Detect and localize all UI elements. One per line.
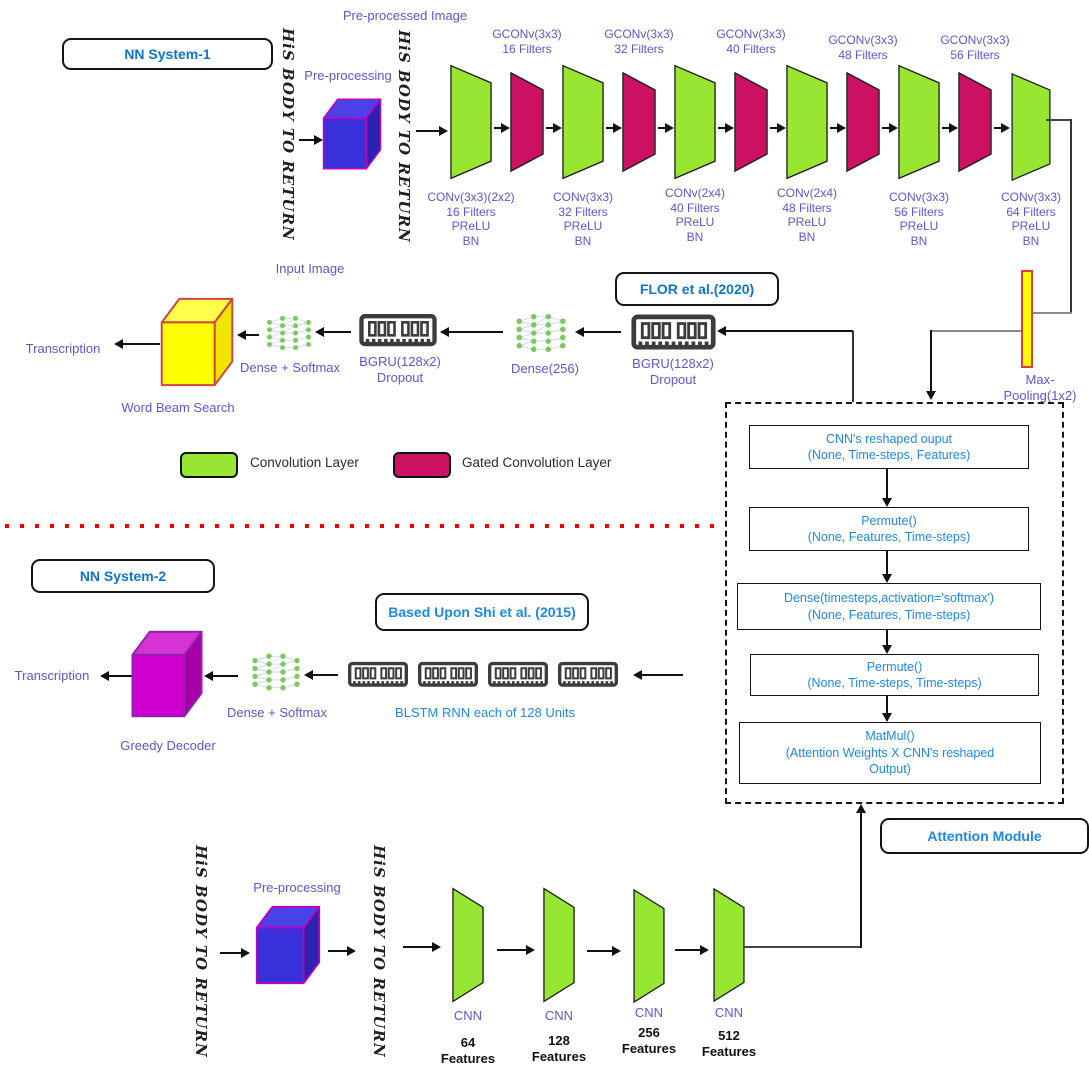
arrow	[725, 330, 853, 332]
gated-conv-layer	[622, 70, 656, 174]
attention-step-dense: Dense(timesteps,activation='softmax') (None, Features, Time-steps)	[737, 583, 1041, 630]
arrow-into-attention-bottom	[860, 812, 862, 948]
legend-gated-label: Gated Convolution Layer	[462, 455, 612, 470]
handwriting-image	[279, 28, 297, 250]
features-label: 128 Features	[531, 1033, 587, 1064]
gated-conv-layer	[958, 70, 992, 174]
nn-system-1-label: NN System-1	[124, 46, 211, 62]
arrow	[942, 127, 950, 129]
conv-label: CONv(2x4) 40 Filters PReLU BN	[664, 186, 725, 244]
arrow	[245, 334, 259, 336]
arrow	[323, 331, 351, 333]
bgru-label-1: BGRU(128x2) Dropout	[359, 354, 441, 385]
arrow	[494, 127, 502, 129]
handwriting-text: HiS BODY TO RETURN	[370, 845, 388, 1058]
handwriting-text: HiS BODY TO RETURN	[395, 30, 413, 243]
legend-gated-swatch	[393, 452, 451, 478]
transcription-label-1: Transcription	[25, 341, 101, 356]
legend-conv-label: Convolution Layer	[250, 455, 359, 470]
arrow	[546, 127, 554, 129]
arrow	[497, 949, 527, 951]
attention-step-permute-1: Permute() (None, Features, Time-steps)	[749, 507, 1029, 551]
preprocessing-label-bottom: Pre-processing	[253, 880, 341, 895]
flor-label: FLOR et al.(2020)	[639, 281, 755, 297]
connector-line	[1033, 312, 1072, 314]
attention-step-reshape: CNN's reshaped ouput (None, Time-steps, Features)	[749, 425, 1029, 469]
attention-step-permute-2: Permute() (None, Time-steps, Time-steps)	[750, 654, 1039, 696]
max-pooling-label: Max- Pooling(1x2)	[1003, 372, 1077, 403]
attention-module-label: Attention Module	[927, 828, 1042, 844]
arrow	[606, 127, 614, 129]
arrow	[994, 127, 1002, 129]
conv-layer	[450, 63, 492, 181]
dense256-label: Dense(256)	[511, 361, 579, 376]
features-label: 64 Features	[440, 1035, 496, 1066]
bgru-icon	[630, 313, 717, 353]
blstm-icon	[347, 660, 409, 690]
blstm-icon	[417, 660, 479, 690]
gconv-label: GCONv(3x3) 48 Filters	[828, 33, 898, 62]
max-pooling-bar	[1021, 270, 1033, 368]
preprocessing-label-top: Pre-processing	[304, 68, 392, 83]
greedy-decoder-label: Greedy Decoder	[120, 738, 216, 753]
arrow	[658, 127, 666, 129]
arrow	[830, 127, 838, 129]
connector-line	[744, 946, 861, 948]
connector-line	[1070, 119, 1072, 314]
connector-line	[852, 331, 854, 402]
arrow-into-attention	[930, 330, 932, 392]
arrow	[587, 950, 613, 952]
arrow	[299, 139, 315, 141]
blstm-label: BLSTM RNN each of 128 Units	[395, 705, 575, 720]
arrow	[416, 130, 440, 132]
cnn-layer	[452, 885, 484, 1005]
arrow	[448, 331, 503, 333]
features-label: 512 Features	[701, 1028, 757, 1059]
conv-layer	[1010, 73, 1052, 181]
arrow	[122, 343, 160, 345]
section-divider	[5, 524, 717, 528]
arrow	[583, 331, 621, 333]
dense-softmax-label-1: Dense + Softmax	[239, 360, 341, 375]
conv-layer	[674, 63, 716, 181]
nn-system-1-box	[62, 38, 273, 70]
conv-layer	[562, 63, 604, 181]
gated-conv-layer	[510, 70, 544, 174]
based-upon-box	[375, 593, 589, 631]
greedy-decoder-cube	[130, 626, 204, 722]
gated-conv-layer	[734, 70, 768, 174]
dense-softmax-icon	[248, 648, 304, 696]
arrow	[220, 952, 242, 954]
bgru-icon	[358, 311, 438, 351]
word-beam-search-label: Word Beam Search	[121, 400, 235, 415]
legend-conv-swatch	[180, 452, 238, 478]
nn-system-2-label: NN System-2	[79, 568, 167, 584]
cnn-layer	[713, 888, 745, 1002]
features-label: 256 Features	[621, 1025, 677, 1056]
arrow	[770, 127, 778, 129]
conv-label: CONv(3x3) 64 Filters PReLU BN	[1000, 190, 1061, 248]
arrow	[718, 127, 726, 129]
cnn-label: CNN	[714, 1005, 744, 1020]
arrow	[886, 696, 888, 714]
transcription-label-2: Transcription	[14, 668, 90, 683]
arrow	[108, 675, 132, 677]
conv-label: CONv(3x3) 32 Filters PReLU BN	[552, 190, 613, 248]
word-beam-search-cube	[158, 293, 236, 391]
handwriting-text: HiS BODY TO RETURN	[192, 845, 210, 1058]
arrow	[403, 946, 433, 948]
based-upon-label: Based Upon Shi et al. (2015)	[388, 604, 576, 620]
arrow	[641, 674, 683, 676]
handwriting-text: HiS BODY TO RETURN	[279, 28, 297, 241]
handwriting-image	[192, 845, 210, 1063]
bgru-label-2: BGRU(128x2) Dropout	[632, 356, 714, 387]
preprocessing-cube	[255, 900, 321, 990]
arrow	[882, 127, 890, 129]
gconv-label: GCONv(3x3) 16 Filters	[492, 27, 562, 56]
arrow	[312, 674, 338, 676]
attention-module-title-box	[880, 818, 1089, 854]
conv-label: CONv(2x4) 48 Filters PReLU BN	[776, 186, 837, 244]
preprocessing-cube	[322, 93, 382, 175]
cnn-label: CNN	[634, 1005, 664, 1020]
arrow	[328, 950, 348, 952]
dense-softmax-icon	[263, 312, 315, 354]
arrow	[212, 675, 238, 677]
blstm-icon	[487, 660, 549, 690]
dense-softmax-label-2: Dense + Softmax	[226, 705, 328, 720]
conv-layer	[898, 63, 940, 181]
connector-line	[931, 330, 1021, 332]
conv-label: CONv(3x3)(2x2) 16 Filters PReLU BN	[427, 190, 515, 248]
conv-label: CONv(3x3) 56 Filters PReLU BN	[888, 190, 949, 248]
connector-line	[1046, 119, 1072, 121]
dense256-icon	[512, 311, 570, 355]
conv-layer	[786, 63, 828, 181]
arrow	[886, 469, 888, 499]
attention-step-matmul: MatMul() (Attention Weights X CNN's reshaped Output)	[739, 722, 1041, 784]
gconv-label: GCONv(3x3) 40 Filters	[716, 27, 786, 56]
blstm-icon	[557, 660, 619, 690]
arrow	[886, 630, 888, 646]
cnn-layer	[543, 887, 575, 1003]
nn-system-2-box	[31, 559, 215, 593]
input-image-label: Input Image	[275, 261, 345, 276]
preprocessed-image-label: Pre-processed Image	[342, 8, 468, 23]
arrow	[675, 949, 701, 951]
cnn-label: CNN	[453, 1008, 483, 1023]
gconv-label: GCONv(3x3) 32 Filters	[604, 27, 674, 56]
handwriting-image	[370, 845, 388, 1077]
gconv-label: GCONv(3x3) 56 Filters	[940, 33, 1010, 62]
arrow	[886, 551, 888, 575]
flor-box	[615, 272, 779, 306]
gated-conv-layer	[846, 70, 880, 174]
cnn-label: CNN	[544, 1008, 574, 1023]
cnn-layer	[633, 889, 665, 1003]
